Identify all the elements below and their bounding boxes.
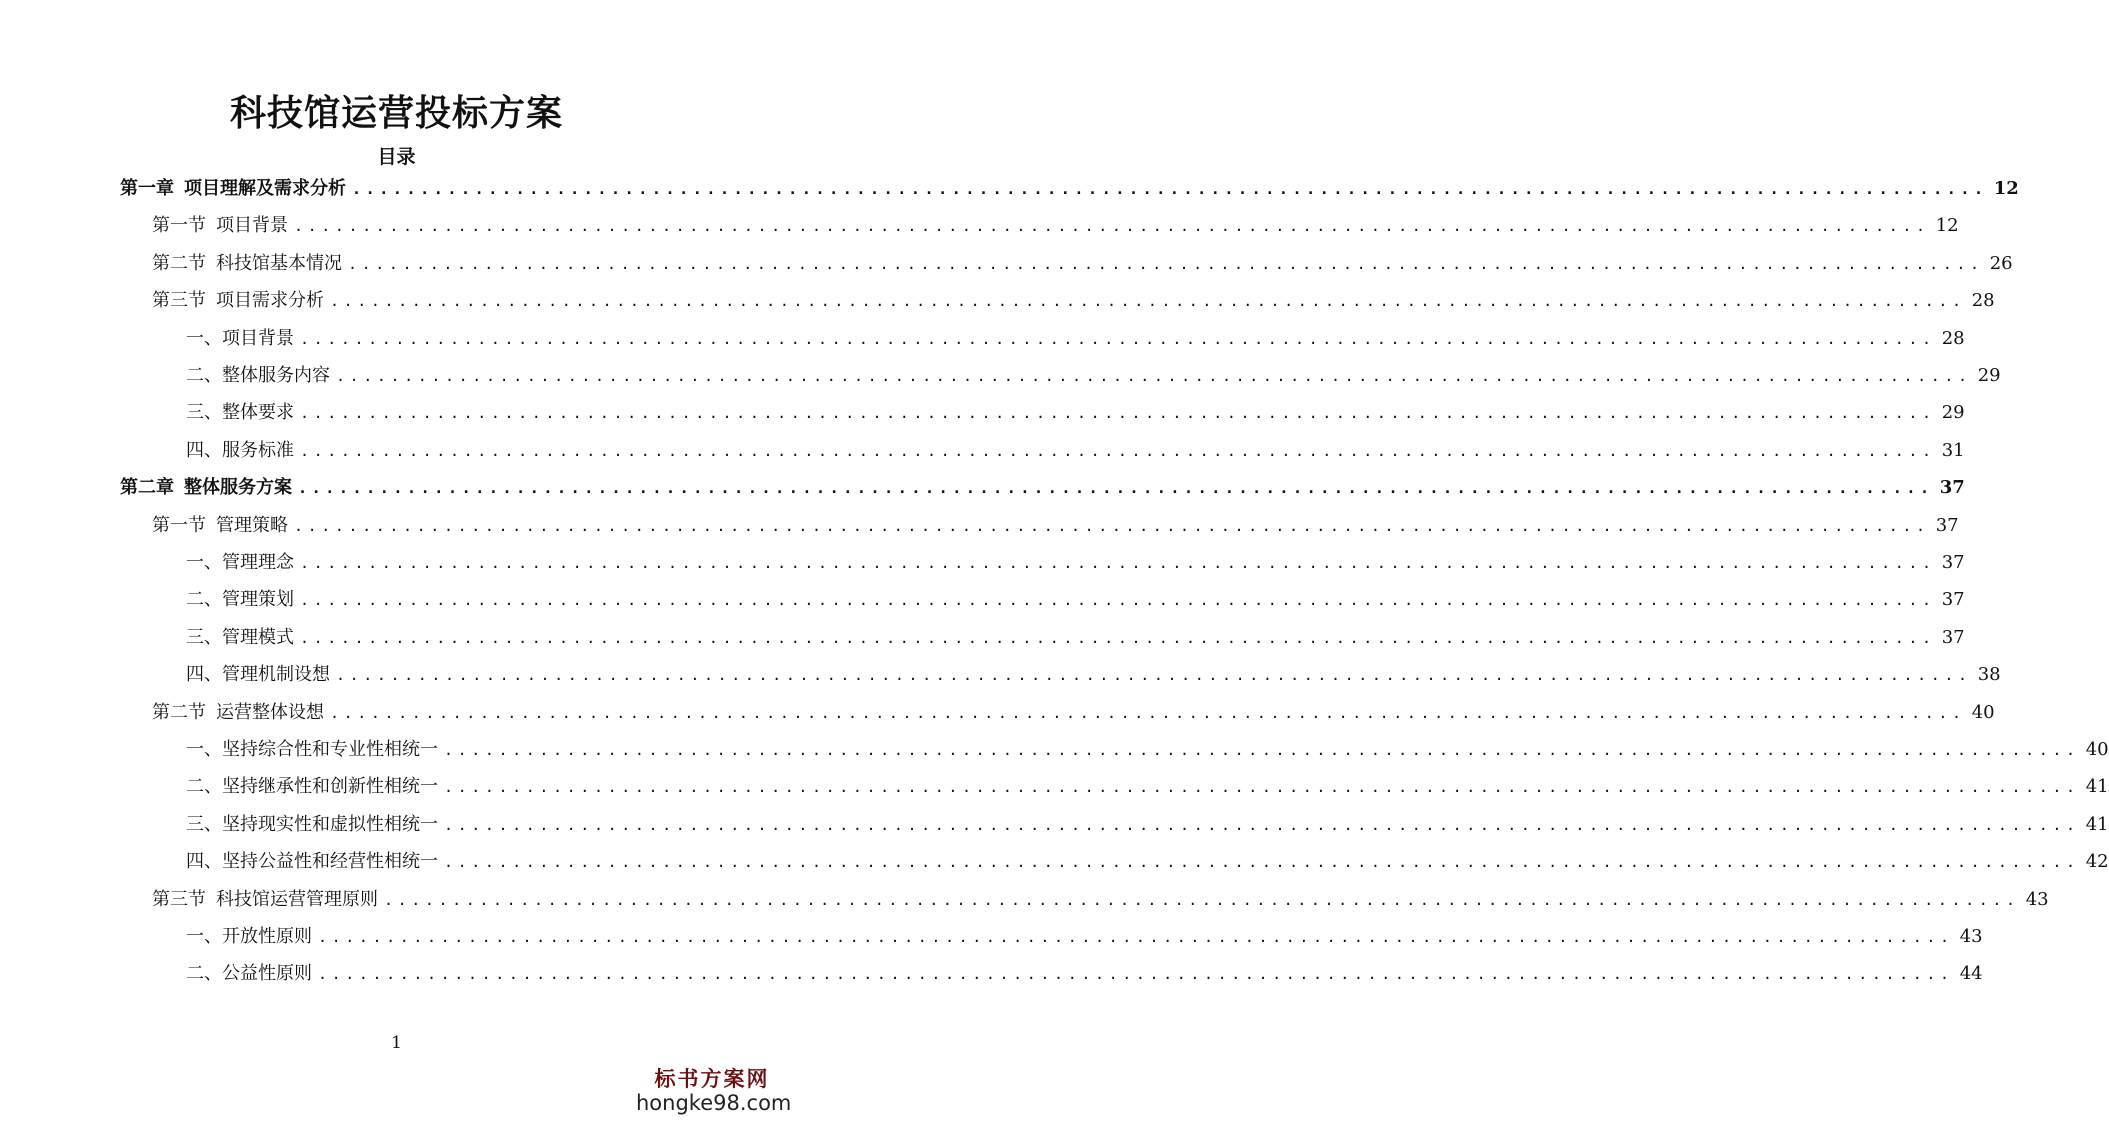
dot-leader: ........................................................................................................................: [384, 890, 2020, 909]
toc-entry-page: 40: [1971, 701, 1995, 723]
toc-entry-label: [186, 735, 438, 765]
dot-leader: ........................................................................................................................: [336, 367, 1972, 385]
dot-leader: ........................................................................................................................: [298, 479, 1934, 498]
toc-entry-number: 第二节: [152, 252, 206, 274]
dot-leader: ........................................................................................................................: [300, 591, 1936, 610]
toc-entry-text: 二、整体服务内容: [186, 365, 330, 386]
dot-leader: ........................................................................................................................: [300, 404, 1936, 423]
toc-entry-text: 运营整体设想: [216, 701, 324, 723]
toc-entry[interactable]: [186, 959, 1983, 989]
toc-entry-label: [186, 398, 294, 428]
toc-entry[interactable]: [186, 772, 2109, 802]
toc-entry-page: 26: [1989, 252, 2013, 274]
toc-entry-number: 第一节: [152, 514, 206, 536]
toc-entry[interactable]: [186, 436, 1965, 466]
toc-entry-page: 29: [1941, 402, 1965, 424]
toc-entry-text: 四、坚持公益性和经营性相统一: [186, 851, 438, 873]
toc-entry-page: 12: [1935, 215, 1959, 237]
toc-entry-text: 一、管理理念: [186, 552, 294, 573]
toc-entry-page: 31: [1941, 439, 1965, 461]
toc-entry-label: [152, 511, 288, 541]
toc-entry-label: [120, 174, 346, 204]
toc-entry-number: 第三节: [152, 290, 206, 312]
toc-entry-text: 三、整体要求: [186, 402, 294, 424]
toc-entry-number: 第一节: [152, 215, 206, 237]
toc-entry[interactable]: [186, 361, 2001, 391]
toc-entry-page: 28: [1941, 327, 1965, 349]
toc-entry-text: 四、管理机制设想: [186, 664, 330, 686]
toc-entry-text: 科技馆基本情况: [216, 252, 342, 274]
toc-entry-label: [186, 585, 294, 615]
toc-entry-page: 38: [1977, 664, 2001, 686]
toc-entry[interactable]: [186, 922, 1983, 952]
toc-entry-text: 整体服务方案: [184, 477, 292, 499]
toc-entry[interactable]: [186, 847, 2109, 877]
toc-entry-text: 二、坚持继承性和创新性相统一: [186, 776, 438, 798]
toc-entry-page: 42: [2085, 851, 2109, 873]
dot-leader: ........................................................................................................................: [300, 628, 1936, 647]
toc-entry-label: [152, 286, 324, 316]
toc-entry[interactable]: [186, 810, 2109, 840]
toc-entry-text: 三、管理模式: [186, 626, 294, 648]
toc-entry-text: 项目需求分析: [216, 290, 324, 312]
toc-entry-page: 43: [2025, 888, 2049, 910]
toc-entry[interactable]: [186, 324, 1965, 354]
toc-entry-text: 管理策略: [216, 514, 288, 536]
toc-entry-number: 第二章: [120, 477, 174, 499]
toc-entry[interactable]: [186, 548, 1965, 578]
toc-entry-page: 29: [1977, 365, 2001, 386]
toc-entry-label: [186, 623, 294, 653]
dot-leader: ........................................................................................................................: [444, 778, 2080, 797]
toc-entry-page: 37: [1941, 589, 1965, 611]
dot-leader: ........................................................................................................................: [336, 666, 1972, 685]
toc-entry-text: 项目背景: [216, 215, 288, 237]
toc-entry-label: [186, 922, 312, 952]
toc-entry-page: 28: [1971, 290, 1995, 312]
toc-entry-text: 二、公益性原则: [186, 963, 312, 985]
toc-entry-text: 科技馆运营管理原则: [216, 888, 378, 910]
toc-heading: 目录: [377, 146, 416, 168]
toc-entry[interactable]: [152, 885, 2049, 915]
toc-entry[interactable]: [152, 286, 1995, 316]
dot-leader: ........................................................................................................................: [318, 928, 1954, 946]
dot-leader: ........................................................................................................................: [300, 329, 1936, 348]
toc-entry-page: 40: [2085, 739, 2109, 760]
toc-entry-page: 12: [1993, 178, 2019, 199]
toc-entry-page: 37: [1941, 552, 1965, 573]
dot-leader: ........................................................................................................................: [444, 741, 2080, 759]
toc-entry[interactable]: [186, 398, 1965, 428]
dot-leader: ........................................................................................................................: [348, 254, 1984, 273]
toc-entry[interactable]: [186, 735, 2109, 765]
toc-entry-label: [152, 211, 288, 241]
toc-entry-page: 37: [1941, 626, 1965, 648]
toc-entry-number: 第三节: [152, 888, 206, 910]
dot-leader: ........................................................................................................................: [300, 441, 1936, 460]
toc-entry-text: 二、管理策划: [186, 589, 294, 611]
toc-entry[interactable]: [152, 698, 1995, 728]
toc-entry-label: [152, 249, 342, 279]
toc-entry[interactable]: [186, 585, 1965, 615]
toc-entry[interactable]: [120, 473, 1965, 503]
dot-leader: ........................................................................................................................: [300, 554, 1936, 572]
toc-entry[interactable]: [186, 660, 2001, 690]
toc-entry[interactable]: [152, 249, 2013, 279]
toc-entry[interactable]: [152, 511, 1959, 541]
watermark-cn: 标书方案网: [654, 1066, 770, 1091]
toc-entry-text: 四、服务标准: [186, 439, 294, 461]
dot-leader: ........................................................................................................................: [444, 815, 2080, 834]
toc-entry-label: [186, 436, 294, 466]
toc-entry[interactable]: [152, 211, 1959, 241]
toc-entry[interactable]: [186, 623, 1965, 653]
watermark-url: hongke98.com: [636, 1091, 792, 1115]
dot-leader: ........................................................................................................................: [294, 516, 1930, 535]
toc-entry-label: [186, 361, 330, 391]
toc-entry-number: 第一章: [120, 178, 174, 199]
toc-entry-label: [186, 324, 294, 354]
dot-leader: ........................................................................................................................: [294, 217, 1930, 236]
toc-entry-text: 一、项目背景: [186, 327, 294, 349]
dot-leader: ........................................................................................................................: [318, 965, 1954, 984]
toc-entry-label: [186, 959, 312, 989]
toc-entry-label: [186, 847, 438, 877]
toc-entry-text: 一、开放性原则: [186, 926, 312, 947]
toc-entry-label: [186, 660, 330, 690]
page-number: 1: [391, 1033, 402, 1053]
toc-entry-text: 项目理解及需求分析: [184, 178, 346, 199]
toc-entry-page: 37: [1939, 477, 1965, 499]
toc-entry-page: 37: [1935, 514, 1959, 536]
toc-entry-page: 44: [1959, 963, 1983, 985]
dot-leader: ........................................................................................................................: [330, 292, 1966, 311]
toc-entry-page: 41: [2085, 813, 2109, 835]
document-title: 科技馆运营投标方案: [229, 92, 563, 134]
toc-entry-text: 一、坚持综合性和专业性相统一: [186, 739, 438, 760]
toc-entry-number: 第二节: [152, 701, 206, 723]
toc-entry-label: [152, 698, 324, 728]
toc-entry-label: [186, 772, 438, 802]
toc-entry-text: 三、坚持现实性和虚拟性相统一: [186, 813, 438, 835]
dot-leader: ........................................................................................................................: [352, 180, 1988, 198]
toc-entry-label: [152, 885, 378, 915]
toc-entry-page: 41: [2085, 776, 2109, 798]
toc-entry-label: [120, 473, 292, 503]
dot-leader: ........................................................................................................................: [444, 853, 2080, 872]
toc-entry-page: 43: [1959, 926, 1983, 947]
toc-entry-label: [186, 548, 294, 578]
dot-leader: ........................................................................................................................: [330, 703, 1966, 722]
toc-entry[interactable]: [120, 174, 2019, 204]
toc-entry-label: [186, 810, 438, 840]
